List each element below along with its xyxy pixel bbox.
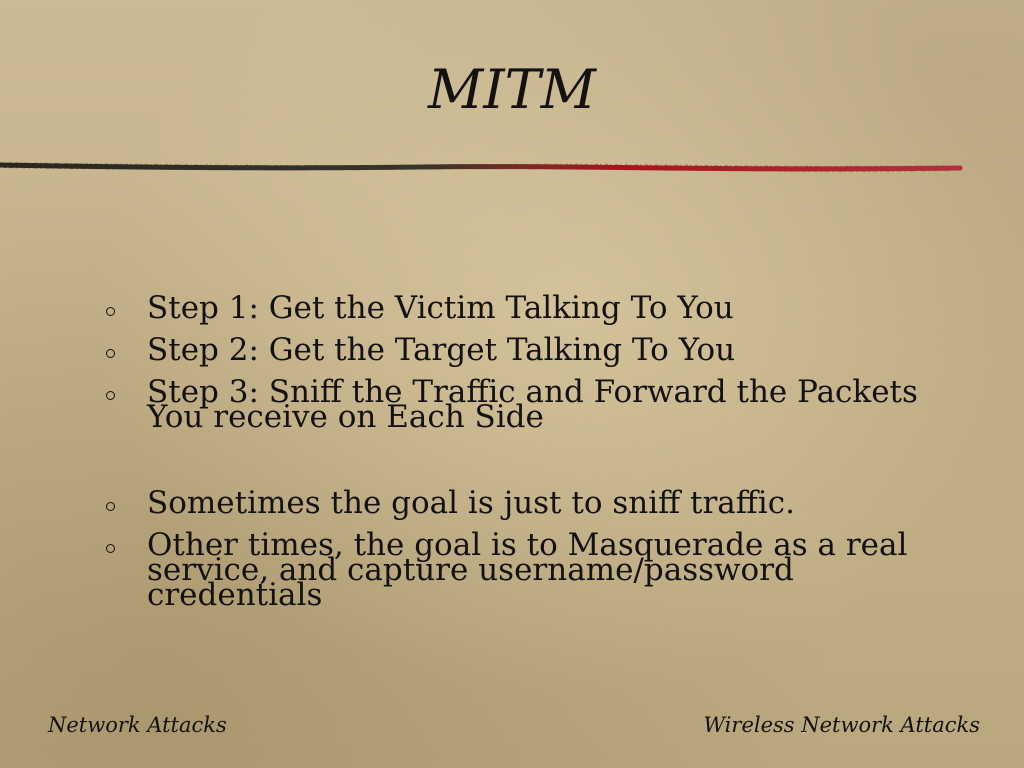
bullet-list — [100, 288, 960, 617]
bullet-text: Step 2: Get the Target Talking To You — [147, 332, 736, 368]
bullet-text: Step 3: Sniff the Traffic and Forward the Packets You receive on Each Side — [147, 374, 918, 435]
footer-left: Network Attacks — [48, 713, 227, 737]
hollow-circle-icon — [106, 502, 115, 511]
hollow-circle-icon — [106, 544, 115, 553]
title-divider — [0, 155, 970, 181]
bullet-item — [100, 525, 960, 617]
hollow-circle-icon — [106, 349, 115, 358]
bullet-text: Sometimes the goal is just to sniff traffic. — [147, 485, 795, 521]
bullet-text: Step 1: Get the Victim Talking To You — [147, 290, 734, 326]
bullet-item — [100, 483, 960, 525]
slide-title: MITM — [428, 58, 596, 121]
hollow-circle-icon — [106, 391, 115, 400]
bullet-item — [100, 288, 960, 330]
bullet-item — [100, 330, 960, 372]
bullet-item — [100, 372, 960, 439]
hollow-circle-icon — [106, 307, 115, 316]
footer-right: Wireless Network Attacks — [703, 713, 980, 737]
bullet-text: Other times, the goal is to Masquerade as a real service, and capture username/password credentials — [147, 527, 908, 613]
